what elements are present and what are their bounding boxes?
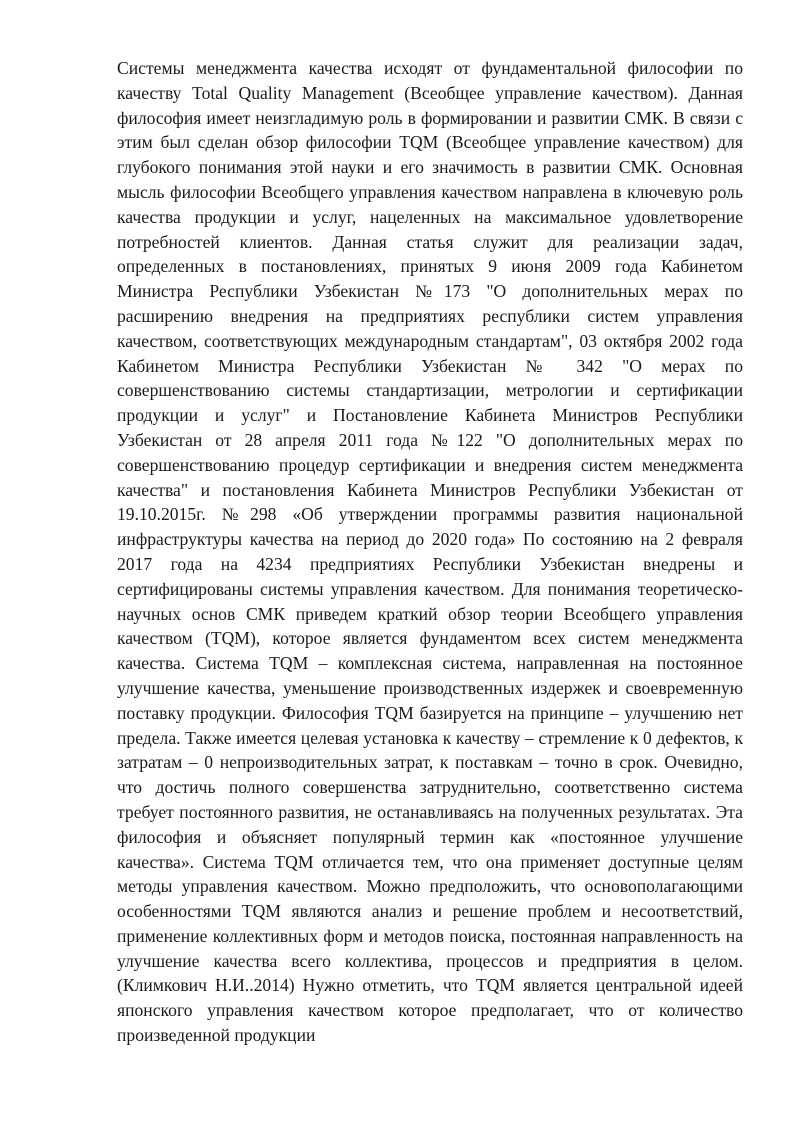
body-paragraph: Системы менеджмента качества исходят от фундаментальной философии по качеству Total Quality Management (Всеобщее управление качеством). Данная философия имеет неизгладимую роль в формировании и развитии СМК. В связи с этим был сделан обзор философии TQM (Всеобщее управление качеством) для глубокого понимания этой науки и его значимость в развитии СМК. Основная мысль философии Всеобщего управления качеством направлена в ключевую роль качества продукции и услуг, нацеленных на максимальное удовлетворение потребностей клиентов. Данная статья служит для реализации задач, определенных в постановлениях, принятых 9 июня 2009 года Кабинетом Министра Республики Узбекистан №173 "О дополнительных мерах по расширению внедрения на предприятиях республики систем управления качеством, соответствующих международным стандартам", 03 октября 2002 года Кабинетом Министра Республики Узбекистан № 342 "О мерах по совершенствованию системы стандартизации, метрологии и сертификации продукции и услуг" и Постановление Кабинета Министров Республики Узбекистан от 28 апреля 2011 года №122 "О дополнительных мерах по совершенствованию процедур сертификации и внедрения систем менеджмента качества" и постановления Кабинета Министров Республики Узбекистан от 19.10.2015г. №298 «Об утверждении программы развития национальной инфраструктуры качества на период до 2020 года» По состоянию на 2 февраля 2017 года на 4234 предприятиях Республики Узбекистан внедрены и сертифицированы системы управления качеством. Для понимания теоретическо-научных основ СМК приведем краткий обзор теории Всеобщего управления качеством (TQM), которое является фундаментом всех систем менеджмента качества. Система TQM – комплексная система, направленная на постоянное улучшение качества, уменьшение производственных издержек и своевременную поставку продукции. Философия TQM базируется на принципе – улучшению нет предела. Также имеется целевая установка к качеству – стремление к 0 дефектов, к затратам – 0 непроизводительных затрат, к поставкам – точно в срок. Очевидно, что достичь полного совершенства затруднительно, соответственно система требует постоянного развития, не останавливаясь на полученных результатах. Эта философия и объясняет популярный термин как «постоянное улучшение качества». Система TQM отличается тем, что она применяет доступные целям методы управления качеством. Можно предположить, что основополагающими особенностями TQM являются анализ и решение проблем и несоответствий, применение коллективных форм и методов поиска, постоянная направленность на улучшение качества всего коллектива, процессов и предприятия в целом. (Климкович Н.И..2014) Нужно отметить, что TQM является центральной идеей японского управления качеством которое предполагает, что от количество произведенной продукции [117,58,743,1046]
